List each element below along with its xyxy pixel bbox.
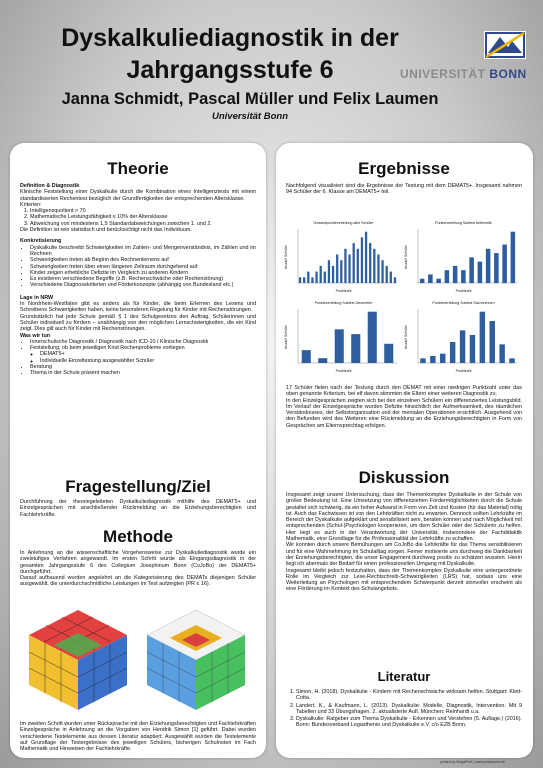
chart-bar bbox=[369, 243, 371, 283]
chart-bar bbox=[340, 260, 342, 283]
chart-bar bbox=[315, 272, 317, 283]
chart-title: Punkteverteilung Subtest Geometrie bbox=[314, 301, 373, 305]
was-subitem: ◦ DEMAT5+ bbox=[40, 351, 256, 357]
chart-bar bbox=[469, 257, 474, 283]
chart-bar bbox=[377, 255, 379, 284]
theorie-body bbox=[20, 183, 256, 377]
chart-xlabel: Punktzahl bbox=[335, 369, 352, 373]
chart-bar bbox=[311, 277, 313, 283]
ergebnisse-text-2: In den Einzelgesprächen zeigten sich bei den einzelnen Schülern ein differenziertes Leistungsbild. Im Verlauf der Einzelgespräche wurden Defizite hinsichtlich der Aufmerksamkeit, des räumlichen Verständnisses, der Selbstorganisation und der mentalen Operationen ersichtlich. Ausgehend von den Befunden wird des Weiteren eine Rückmeldung an die Erziehungsberechtigten in Form von Gesprächen am Elternsprechtag erfolgen. bbox=[286, 397, 522, 429]
chart-bar bbox=[460, 330, 465, 363]
logo-mark bbox=[400, 31, 528, 65]
chart-xlabel: Punktzahl bbox=[335, 289, 352, 293]
criteria-item: 1. Intelligenzquotient > 70 bbox=[30, 208, 256, 214]
konk-item: • Es existieren verschiedene Begriffe (z.B. Rechenschwäche oder Rechenstörung) bbox=[30, 276, 256, 282]
university-logo bbox=[400, 31, 528, 81]
chart-bar bbox=[502, 245, 507, 283]
chart-bar bbox=[453, 266, 458, 283]
chart-bar bbox=[384, 344, 393, 363]
criteria-item: 3. Abweichung von mindestens 1,5 Standardabweichungen zwischen 1. und 2. bbox=[30, 221, 256, 227]
chart-axis bbox=[298, 309, 397, 363]
literatur-heading: Literatur bbox=[377, 669, 431, 684]
konk-item: • Kinder zeigen erhebliche Defizite im Vergleich zu anderen Kindern bbox=[30, 270, 256, 276]
chart-bar bbox=[381, 260, 383, 283]
definition-title: Definition & Diagnostik bbox=[20, 183, 80, 189]
chart-bar bbox=[461, 270, 466, 283]
logo-text-b: BONN bbox=[489, 67, 527, 81]
criteria-item: 2. Mathematische Leistungsfähigkeit ≤ 10% der Altersklasse bbox=[30, 214, 256, 220]
chart-xlabel: Punktzahl bbox=[455, 369, 472, 373]
chart-bar bbox=[365, 232, 367, 283]
literatur-section bbox=[286, 669, 522, 684]
chart-bar bbox=[470, 335, 475, 363]
fragestellung-section bbox=[20, 477, 256, 497]
methode-body bbox=[20, 550, 256, 588]
diskussion-text-3: Insgesamt bleibt jedoch festzuhalten, dass der Themenkomplex Dyskalkulie eine untergeordnete Rolle im Vergleich zur Lese-Rechtschreib-Schwierigkeiten (LRS) hat, sodass uns eine Weiterleitung an Psychologen mit entsprechendem Schwerpunkt derzeit sinnvoller erscheint als eine Förderung im Kontext des Schulangebots. bbox=[286, 567, 522, 593]
methode-heading: Methode bbox=[103, 527, 173, 546]
chart-bar bbox=[490, 321, 495, 363]
chart-bar bbox=[386, 266, 388, 283]
chart-bar bbox=[357, 249, 359, 283]
chart-bar bbox=[361, 237, 363, 283]
methode-text-2: Darauf aufbauend wurden angelehnt an die Kategorisierung des DEMATs diejenigen Schüler ausgewählt, die unterdurchschnittliche Leistungen im Test aufzeigten (PR ≤ 16). bbox=[20, 575, 256, 588]
chart-bar bbox=[420, 358, 425, 363]
theorie-heading: Theorie bbox=[107, 159, 169, 178]
chart-bar bbox=[420, 279, 425, 283]
chart-bar bbox=[335, 329, 344, 363]
chart-geometrie bbox=[286, 301, 401, 373]
konk-item: • Schwierigkeiten treten ab Beginn des Rechnenlernens auf bbox=[30, 257, 256, 263]
chart-bar bbox=[428, 274, 433, 283]
title-line-2: Jahrgangsstufe 6 bbox=[126, 56, 334, 84]
cube-image-2 bbox=[142, 605, 250, 715]
diskussion-section bbox=[286, 468, 522, 488]
poster-title bbox=[30, 22, 430, 86]
definition-note: Die Definition ist rein statistisch und berücksichtigt nicht das Individuum. bbox=[20, 227, 192, 234]
chart-bar bbox=[303, 277, 305, 283]
chart-bar bbox=[328, 260, 330, 283]
chart-title: Punkteverteilung Subtest Arithmetik bbox=[435, 221, 492, 225]
chart-bar bbox=[299, 277, 301, 283]
chart-bar bbox=[445, 270, 450, 283]
konk-item: • Verschiedene Diagnosekriterien und Förderkonzepte (abhängig von Bundesland etc.) bbox=[30, 282, 256, 288]
chart-bar bbox=[351, 334, 360, 363]
chart-arithmetik bbox=[406, 221, 521, 293]
reference-item: 3. Dyskalkulie: Ratgeber zum Thema Dyskalkulie - Erkennen und Verstehen (5. Auflage.) (2016). Bonn: Bundesverband Legasthenie und Dyskalkulie e.V. c/o EZB Bonn. bbox=[296, 716, 522, 729]
konk-item: • Dyskalkulie beschreibt Schwierigkeiten im Zahlen- und Mengenverständnis, im Zählen und im Rechnen bbox=[30, 245, 256, 258]
was-item: • Beratung bbox=[30, 364, 256, 370]
chart-ylabel: Anzahl Schüler bbox=[404, 324, 408, 349]
chart-bar bbox=[511, 232, 516, 283]
chart-bar bbox=[450, 342, 455, 363]
methode-text-3: Im zweiten Schritt wurden unter Rücksprache mit den Erziehungsberechtigten und Fachlehrkräften Einzelgespräche in Anlehnung an die Vorgaben von Hendrik Simon [1] geführt. Dabei wurden verschiedene Testelemente aus dessen Literatur adaptiert. Ausgewählt wurden die Testelemente auf Grundlage der Testergebnisse des jeweiligen Schülers, bisherigen Schulnoten im Fach Mathematik und Hinweisen der Fachlehrkräfte. bbox=[20, 721, 256, 753]
was-item: • Feststellung, ob beim jeweiligen Kind Rechenprobleme vorliegen bbox=[30, 345, 256, 351]
chart-title: Punkteverteilung Subtest Sachrechnen bbox=[432, 301, 495, 305]
literatur-body bbox=[286, 689, 522, 730]
diskussion-body bbox=[286, 492, 522, 593]
konkretisierung-title: Konkretisierung bbox=[20, 238, 62, 245]
chart-bar bbox=[307, 272, 309, 283]
ergebnisse-text: 17 Schüler fielen nach der Testung durch den DEMAT mit einer niedrigen Punktzahl unter das oben genannte Kriterium, bei elf davon stimmten die Eltern einer weiteren Diagnostik zu. bbox=[286, 385, 522, 398]
chart-bar bbox=[324, 272, 326, 283]
diskussion-text: Insgesamt zeigt unsere Untersuchung, dass der Themenkomplex Dyskalkulie in der Schule von großer Bedeutung ist. Eine Umsetzung von differenzierten Fördermöglichkeiten durch die Schule gestaltet sich schwierig, da ein hoher Aufwand in Form von Zeit und Kosten (für das Material) nötig ist. Auch das Fachwissen ist von den Lehrkräften nicht zu erwarten. Dennoch sollten Lehrkräfte im Bereich der Dyskalkulie aufgeklärt und sensibilisiert sein, beraten können und nach Möglichkeit mit entsprechenden (Schul-)Psychologen kooperieren, um dem Schüler oder der Schülerin zu helfen. Hier liegt es auch in der Verantwortung der Universität, insbesondere der Fachdidaktik Mathematik, eine Grundlage für die Professionalität der Lehrkräfte zu schaffen. bbox=[286, 492, 522, 543]
chart-bar bbox=[394, 277, 396, 283]
chart-bar bbox=[486, 249, 491, 283]
reference-item: 2. Landert, K., & Kaufmann, L. (2013). Dyskalkulie: Modelle, Diagnostik, Intervention. Mit 9 Tabellen und 33 Übungsfragen. 2. aktualisierte Aufl. München: Reinhardt u.a. bbox=[296, 703, 522, 716]
criteria-label: Kriterien: bbox=[20, 201, 42, 208]
nrw-title: Lage in NRW bbox=[20, 294, 54, 301]
printer-credit: printed by MegaPrint | www.posterprint.de bbox=[440, 760, 505, 764]
was-subitem: ◦ Individuelle Einzeltestung ausgewählter Schüler bbox=[40, 358, 256, 364]
chart-plot bbox=[406, 221, 521, 293]
konk-item: • Schwierigkeiten treten über einen längeren Zeitraum durchgehend auf bbox=[30, 264, 256, 270]
chart-plot bbox=[286, 301, 401, 373]
chart-plot bbox=[406, 301, 521, 373]
chart-bar bbox=[440, 354, 445, 363]
chart-bar bbox=[436, 279, 441, 283]
chart-gesamt bbox=[286, 221, 401, 293]
diskussion-text-2: Wir konnten durch unsere Bemühungen am CoJoBo die Lehrkräfte für das Thema sensibilisieren und für eine Wahrnehmung im Schulalltag sorgen. Ferner motivierte uns durchweg die Dankbarkeit der Erziehungsberechtigten, die unser Engagement durchweg positiv zu schätzen wussten. Hierin liegt ich abermals der Bedarf für einen professionellen Umgang mit Dyskalkulie. bbox=[286, 542, 522, 568]
chart-bar bbox=[318, 358, 327, 363]
chart-bar bbox=[332, 266, 334, 283]
chart-sachrechnen bbox=[406, 301, 521, 373]
methode-section bbox=[20, 527, 256, 547]
authors: Janna Schmidt, Pascal Müller und Felix Laumen bbox=[61, 90, 439, 108]
chart-axis bbox=[418, 229, 517, 283]
nrw-text-2: Grundsätzlich hat jede Schule gemäß § 1 des Schulgesetzes den Auftrag, Schülerinnen und Schüler individuell zu fördern – unabhängig von den möglichen Lernschwierigkeiten, die ein Kind zeigt. Dies gilt auch für Kinder mit Rechenstörungen. bbox=[20, 313, 256, 333]
konkretisierung-list bbox=[20, 245, 256, 289]
ergebnisse-heading: Ergebnisse bbox=[358, 159, 450, 178]
nrw-text: In Nordrhein-Westfalen gibt es anders als für Kinder, die beim Erlernen des Lesens und Schreibens Schwierigkeiten haben, keine besonderen Regelung für Kinder mit Rechenstörungen. bbox=[20, 301, 256, 314]
ergebnisse-body bbox=[286, 385, 522, 429]
chart-plot bbox=[286, 221, 401, 293]
chart-grid bbox=[286, 221, 523, 381]
chart-bar bbox=[390, 272, 392, 283]
chart-bar bbox=[430, 356, 435, 363]
chart-bar bbox=[499, 344, 504, 363]
fragestellung-text: Durchführung der theoriegeleiteten Dyskalkuliediagnostik mithilfe des DEMAT5+ und Einzelgesprächen mit anschließender Rückmeldung an die Erziehungsberechtigten und Fachlehrkräfte. bbox=[20, 499, 256, 518]
fragestellung-heading: Fragestellung/Ziel bbox=[65, 477, 211, 496]
chart-bar bbox=[373, 249, 375, 283]
chart-title: Gesamtpunkteverteilung aller Schüler bbox=[313, 221, 374, 225]
chart-bar bbox=[478, 262, 483, 283]
affiliation: Universität Bonn bbox=[211, 111, 288, 122]
theorie-section bbox=[20, 159, 256, 179]
right-panel bbox=[276, 143, 533, 758]
chart-bar bbox=[494, 253, 499, 283]
chart-ylabel: Anzahl Schüler bbox=[284, 324, 288, 349]
cube-image-1 bbox=[24, 605, 132, 715]
reference-list bbox=[286, 689, 522, 729]
chart-bar bbox=[302, 350, 311, 363]
definition-text: Klinische Feststellung einer Dyskalkulie durch die Kombination eines Intelligenztests mit einem standardisierten Rechentest bezüglich der Grundfertigkeiten der entsprechenden Altersklasse. bbox=[20, 189, 256, 202]
left-panel bbox=[10, 143, 266, 758]
chart-bar bbox=[336, 255, 338, 284]
chart-bar bbox=[509, 358, 514, 363]
chart-bar bbox=[344, 249, 346, 283]
chart-ylabel: Anzahl Schüler bbox=[284, 244, 288, 269]
chart-bar bbox=[480, 312, 485, 363]
chart-ylabel: Anzahl Schüler bbox=[404, 244, 408, 269]
poster-header bbox=[0, 0, 543, 140]
chart-bar bbox=[368, 312, 377, 363]
was-sublist-item bbox=[30, 351, 256, 364]
title-line-1: Dyskalkuliediagnostik in der bbox=[61, 24, 399, 52]
was-item: • Thema in der Schule präsent machen bbox=[30, 370, 256, 376]
chart-bar bbox=[353, 243, 355, 283]
chart-xlabel: Punktzahl bbox=[455, 289, 472, 293]
was-item-text: Innerschulische Diagnostik / Diagnostik nach ICD-10 / Klinische Diagnostik bbox=[30, 338, 209, 345]
ergebnisse-intro: Nachfolgend visualisiert sind die Ergebnisse der Testung mit dem DEMAT5+. Insgesamt nahmen 94 Schüler der 6. Klasse am DEMAT5+ teil. bbox=[286, 183, 522, 196]
ergebnisse-section bbox=[286, 159, 522, 179]
was-list bbox=[20, 339, 256, 377]
methode-text-1: In Anlehnung an die wissenschaftliche Vorgehensweise zur Dyskalkuliediagnostik wurde ein zweistufiges Verfahren angewandt. Im ersten Schritt wurde als Eingangsdiagnostik in der gesamten Jahrgangsstufe 6 des Collegium Josephinum Bonn (CoJoBo) der DEMAT5+ durchgeführt. bbox=[20, 550, 256, 575]
criteria-list bbox=[20, 208, 256, 227]
chart-bar bbox=[320, 266, 322, 283]
was-title: Was wir tun bbox=[20, 332, 51, 339]
chart-bar bbox=[348, 255, 350, 284]
diskussion-heading: Diskussion bbox=[358, 468, 450, 487]
reference-item: 1. Simon, H. (2018). Dyskalkulie - Kindern mit Rechenschwäche wirksam helfen. Stuttgart: Klett-Cotta. bbox=[296, 689, 522, 702]
logo-wordmark bbox=[400, 67, 527, 81]
logo-text-a: UNIVERSITÄT bbox=[400, 67, 486, 81]
